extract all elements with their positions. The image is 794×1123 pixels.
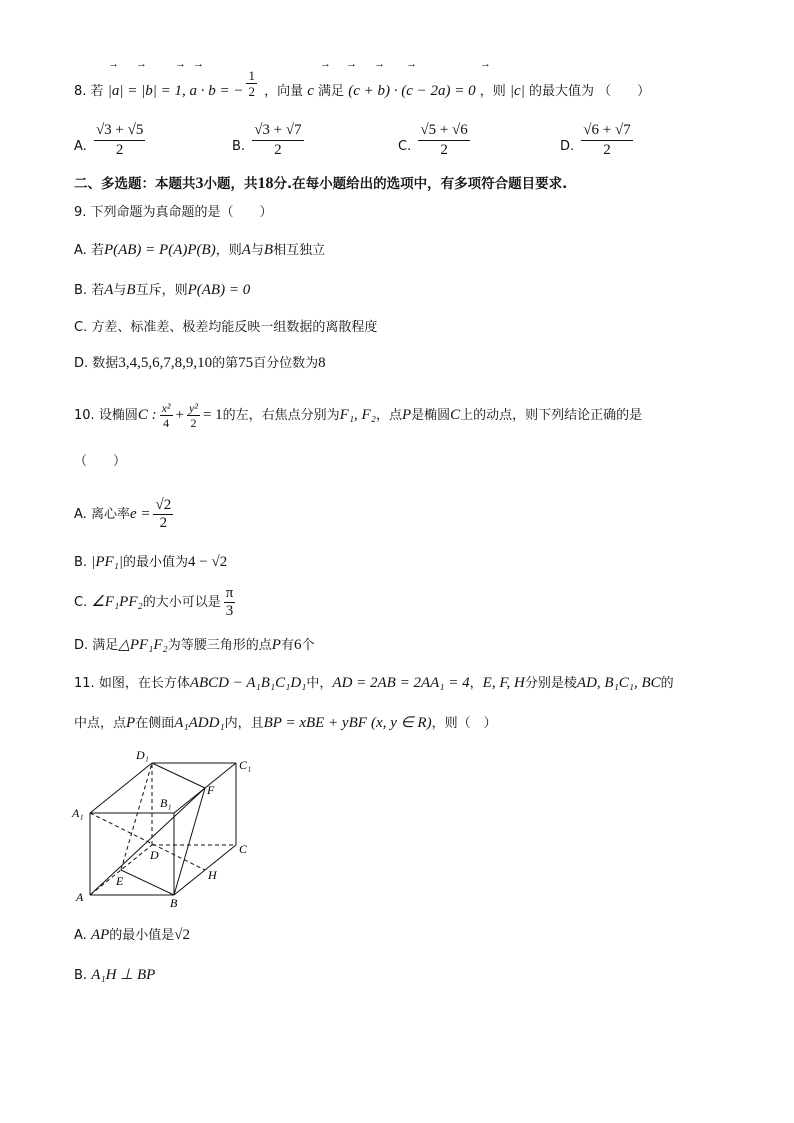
hidden-segment-E-D1 bbox=[121, 763, 152, 870]
q10-a-text: 离心率 bbox=[90, 507, 130, 522]
q11-solid: ABCD − A₁B₁C₁D₁ bbox=[189, 675, 307, 691]
q11-domain: (x, y ∈ R) bbox=[371, 715, 432, 731]
label-B1: B₁ bbox=[160, 796, 172, 810]
q10-plus: + bbox=[175, 407, 184, 423]
q10-y-num: y² bbox=[189, 401, 198, 415]
vector-arrow-b: → bbox=[136, 58, 147, 70]
q11-a-formula: AP bbox=[90, 927, 110, 943]
q8-satisfy: 满足 bbox=[318, 84, 345, 99]
q10-curve-c: C bbox=[450, 407, 461, 423]
q11-edges: AD, B₁C₁, BC bbox=[576, 675, 661, 691]
q11-b-label: B. bbox=[74, 968, 88, 983]
q8-if: 若 bbox=[90, 84, 104, 99]
q11-sep: ， bbox=[469, 676, 483, 691]
label-F: F bbox=[207, 783, 215, 797]
q8-option-c-label: C. bbox=[398, 139, 412, 154]
q9-a-and: 与 bbox=[250, 243, 264, 258]
q11-face: A₁ADD₁ bbox=[174, 715, 225, 731]
q8-option-b-den: 2 bbox=[274, 142, 282, 158]
vector-arrow-b2: → bbox=[193, 58, 204, 70]
q10-x-num: x² bbox=[161, 401, 171, 415]
q9-d-pct: 75 bbox=[238, 355, 254, 371]
q11-line2-a: 中点，点 bbox=[74, 716, 127, 731]
q10-a-den: 2 bbox=[159, 515, 168, 531]
q10-option-c[interactable] bbox=[74, 586, 238, 619]
q11-vector-equation: BP = xBE + yBF bbox=[263, 715, 367, 731]
q8-option-a[interactable] bbox=[74, 122, 148, 159]
q8-option-a-label: A. bbox=[74, 139, 87, 154]
q9-a-if: 若 bbox=[90, 243, 104, 258]
q9-d-text2: 的第 bbox=[212, 356, 239, 371]
q10-paren: （ ） bbox=[74, 454, 127, 469]
question-8 bbox=[74, 68, 651, 99]
q8-option-c-den: 2 bbox=[440, 142, 448, 158]
q8-option-d-fraction bbox=[581, 122, 632, 159]
q8-option-b[interactable] bbox=[232, 122, 307, 159]
segment-B-F bbox=[174, 788, 205, 895]
q8-ask: 的最大值为 bbox=[528, 84, 594, 99]
q9-b-event-a: A bbox=[104, 282, 114, 298]
q11-stem-line2 bbox=[74, 716, 497, 731]
q11-a-label: A. bbox=[74, 928, 87, 943]
q11-point-p: P bbox=[126, 715, 136, 731]
edge-A1-D1 bbox=[90, 763, 152, 813]
q8-abs-c: |c| bbox=[509, 83, 525, 99]
label-D: D bbox=[150, 848, 159, 862]
section-suffix: 分.在每小题给出的选项中，有多项符合题目要求. bbox=[273, 176, 568, 192]
q8-option-d-label: D. bbox=[560, 139, 575, 154]
q10-mid: 的左，右焦点分别为 bbox=[222, 408, 340, 423]
q11-points: E, F, H bbox=[482, 675, 525, 691]
q11-option-b[interactable] bbox=[74, 968, 155, 983]
q8-then: ，则 bbox=[479, 84, 506, 99]
cuboid-figure bbox=[70, 745, 270, 910]
q10-ellipse-name: C : bbox=[137, 407, 157, 423]
q8-option-b-fraction bbox=[252, 122, 303, 159]
q8-option-d-num: √6 + √7 bbox=[581, 122, 632, 141]
q8-equation: (c + b) · (c − 2a) = 0 bbox=[348, 83, 476, 99]
q9-a-formula: P(AB) = P(A)P(B) bbox=[103, 242, 216, 258]
q10-x-den: 4 bbox=[163, 416, 170, 430]
vector-arrow-a: → bbox=[108, 58, 119, 70]
q10-d-triangle: △PF₁F₂ bbox=[118, 637, 168, 653]
q10-d-point-p: P bbox=[271, 637, 281, 653]
label-A1: A₁ bbox=[72, 806, 84, 820]
label-D1: D₁ bbox=[136, 748, 149, 762]
label-B: B bbox=[170, 896, 178, 910]
q10-b-val: 4 − √2 bbox=[188, 554, 228, 570]
q11-line2-b: 在侧面 bbox=[135, 716, 175, 731]
q9-d-text3: 百分位数为 bbox=[253, 356, 319, 371]
q10-option-a[interactable] bbox=[74, 498, 176, 531]
q9-a-event-a: A bbox=[241, 242, 251, 258]
q9-a-label: A. bbox=[74, 243, 87, 258]
q9-a-event-b: B bbox=[263, 242, 274, 258]
label-C: C bbox=[239, 842, 248, 856]
q9-option-d[interactable] bbox=[74, 356, 326, 371]
q11-line2-c: 内，且 bbox=[224, 716, 264, 731]
q10-point-p: P bbox=[401, 407, 412, 423]
label-A: A bbox=[76, 890, 84, 904]
hidden-segment-A1-H bbox=[90, 813, 205, 870]
q11-line2-d: ，则（ ） bbox=[431, 716, 497, 731]
section-mid: 小题，共 bbox=[203, 176, 258, 192]
q10-y-fraction bbox=[187, 402, 200, 429]
q9-option-c[interactable]: C. 方差、标准差、极差均能反映一组数据的离散程度 bbox=[74, 320, 378, 335]
q11-prefix: 如图，在长方体 bbox=[98, 676, 190, 691]
q10-c-num: π bbox=[225, 585, 234, 601]
q11-lengths: AD = 2AB = 2AA₁ = 4 bbox=[332, 675, 470, 691]
q8-option-a-den: 2 bbox=[115, 142, 124, 158]
q10-y-den: 2 bbox=[190, 416, 197, 430]
q10-d-text4: 个 bbox=[301, 638, 315, 653]
vector-arrow-a3: → bbox=[406, 58, 417, 70]
q9-b-and: 与 bbox=[113, 283, 127, 298]
vector-arrow-c3: → bbox=[480, 58, 491, 70]
q10-option-b[interactable] bbox=[74, 555, 227, 570]
q8-option-a-fraction bbox=[94, 122, 145, 159]
q10-a-fraction bbox=[153, 498, 173, 531]
q10-b-formula: |PF₁| bbox=[91, 554, 123, 570]
q10-d-text1: 满足 bbox=[92, 638, 119, 653]
q8-option-d-den: 2 bbox=[603, 142, 611, 158]
q10-number: 10. bbox=[74, 408, 95, 423]
q9-b-mid: 互斥，则 bbox=[135, 283, 188, 298]
q9-b-event-b: B bbox=[126, 282, 136, 298]
q10-c-den: 3 bbox=[225, 603, 234, 619]
q11-tail1: 的 bbox=[660, 676, 674, 691]
q11-a-val: √2 bbox=[174, 927, 191, 943]
q10-eq-one: = 1 bbox=[202, 407, 223, 423]
q9-d-val: 8 bbox=[318, 355, 326, 371]
q10-d-count: 6 bbox=[293, 637, 302, 653]
q11-mid2: 分别是棱 bbox=[524, 676, 577, 691]
q8-option-c[interactable] bbox=[398, 122, 473, 159]
q8-half-num: 1 bbox=[248, 68, 255, 83]
vector-arrow-c: → bbox=[320, 58, 331, 70]
q10-tail: 上的动点，则下列结论正确的是 bbox=[460, 408, 643, 423]
segment-B-E bbox=[121, 870, 174, 895]
segment-D1-F bbox=[152, 763, 205, 788]
q9-b-formula: P(AB) = 0 bbox=[187, 282, 251, 298]
q8-option-b-num: √3 + √7 bbox=[252, 122, 303, 141]
q9-d-label: D. bbox=[74, 356, 89, 371]
q10-a-num: √2 bbox=[155, 497, 172, 513]
q9-option-a[interactable] bbox=[74, 243, 325, 258]
q10-option-d[interactable] bbox=[74, 638, 314, 653]
q8-option-b-label: B. bbox=[232, 139, 246, 154]
q11-mid1: 中， bbox=[306, 676, 333, 691]
q8-option-c-fraction bbox=[418, 122, 469, 159]
q10-prefix: 设椭圆 bbox=[98, 408, 138, 423]
q11-b-formula: A₁H ⊥ BP bbox=[91, 967, 156, 983]
q8-paren: （ ） bbox=[598, 84, 651, 99]
q10-b-text: 的最小值为 bbox=[123, 555, 189, 570]
q9-a-then: ，则 bbox=[215, 243, 242, 258]
q8-option-c-num: √5 + √6 bbox=[418, 122, 469, 141]
q11-number: 11. bbox=[74, 676, 95, 691]
section-score: 18 bbox=[257, 175, 274, 192]
q10-d-label: D. bbox=[74, 638, 89, 653]
section-count: 3 bbox=[195, 175, 204, 192]
q9-b-if: 若 bbox=[91, 283, 105, 298]
q9-d-text1: 数据 bbox=[92, 356, 119, 371]
q10-x-fraction bbox=[160, 402, 173, 429]
q10-c-fraction bbox=[224, 586, 236, 619]
q10-b-label: B. bbox=[74, 555, 88, 570]
section-prefix: 二、多选题：本题共 bbox=[74, 176, 196, 192]
q8-var-c: c bbox=[307, 83, 314, 99]
section-heading-multiple-choice bbox=[74, 172, 567, 193]
label-C1: C₁ bbox=[239, 758, 252, 772]
q9-d-data: 3,4,5,6,7,8,9,10 bbox=[118, 355, 213, 371]
q8-half-fraction bbox=[246, 69, 257, 98]
q10-a-label: A. bbox=[74, 507, 87, 522]
q10-d-text3: 有 bbox=[280, 638, 294, 653]
label-E: E bbox=[116, 874, 124, 888]
q11-a-text: 的最小值是 bbox=[109, 928, 175, 943]
q9-a-tail: 相互独立 bbox=[273, 243, 326, 258]
vector-arrow-c2: → bbox=[374, 58, 385, 70]
q9-b-label: B. bbox=[74, 283, 88, 298]
q10-c-text: 的大小可以是 bbox=[142, 595, 221, 610]
q10-foci: F₁, F₂ bbox=[339, 407, 376, 423]
q8-option-d[interactable] bbox=[560, 122, 636, 159]
q9-option-b[interactable] bbox=[74, 283, 250, 298]
q10-stem bbox=[74, 402, 642, 429]
q8-option-a-num: √3 + √5 bbox=[94, 122, 145, 141]
q10-a-e: e = bbox=[129, 506, 151, 522]
q8-condition: |a| = |b| = 1, a · b = − bbox=[107, 83, 244, 99]
vector-arrow-b3: → bbox=[346, 58, 357, 70]
q10-after-foci: ，点 bbox=[375, 408, 402, 423]
label-H: H bbox=[208, 868, 217, 882]
q8-number: 8. bbox=[74, 84, 87, 99]
q8-half-den: 2 bbox=[248, 84, 255, 99]
q11-stem-line1 bbox=[74, 676, 674, 691]
q10-d-text2: 为等腰三角形的点 bbox=[167, 638, 272, 653]
q10-is-on: 是椭圆 bbox=[411, 408, 451, 423]
vector-arrow-a2: → bbox=[175, 58, 186, 70]
q11-option-a[interactable] bbox=[74, 928, 190, 943]
q10-c-label: C. bbox=[74, 595, 88, 610]
q8-middle: ，向量 bbox=[264, 84, 304, 99]
q10-c-angle: ∠F₁PF₂ bbox=[91, 594, 143, 610]
q9-stem: 9. 下列命题为真命题的是（ ） bbox=[74, 205, 273, 220]
